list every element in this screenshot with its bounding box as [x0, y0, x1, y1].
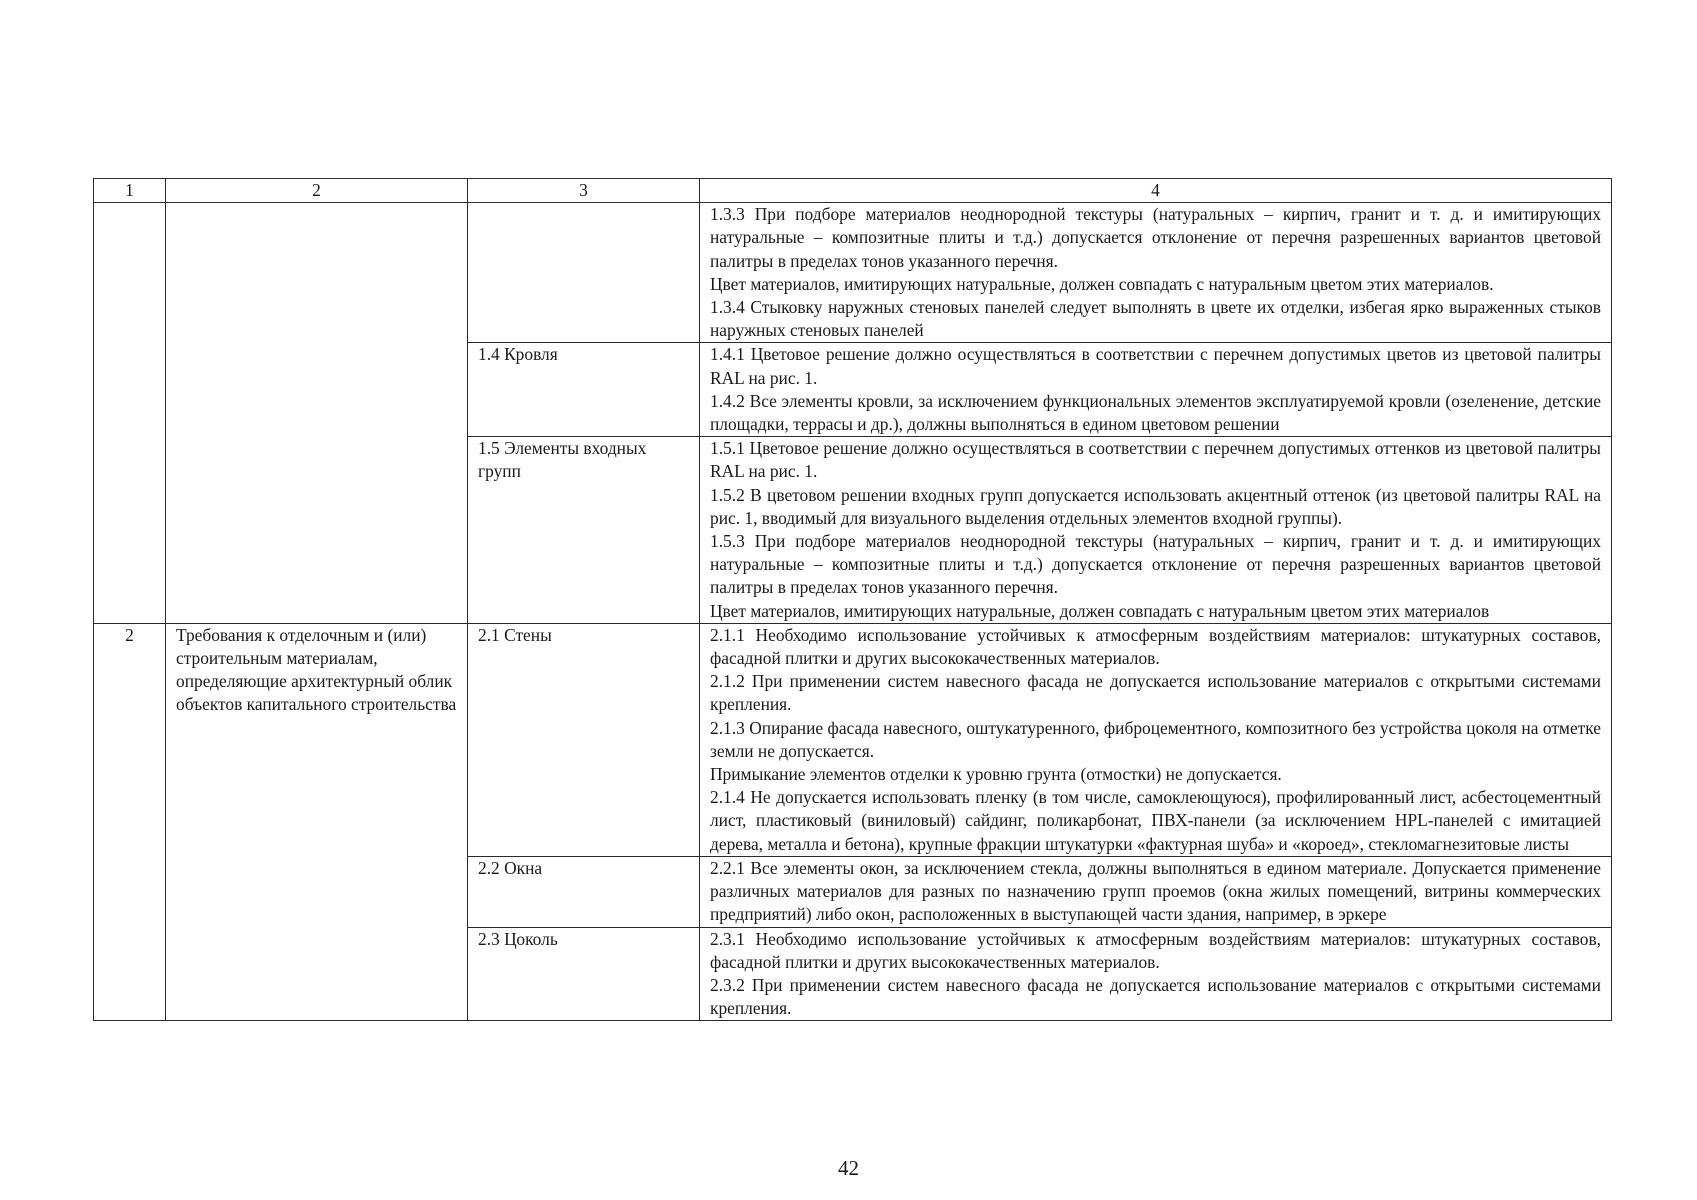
- element-cell: 2.3 Цоколь: [468, 927, 700, 1021]
- paragraph: 2.3.2 При применении систем навесного фасада не допускается использование материалов с открытыми системами крепления.: [710, 974, 1601, 1019]
- paragraph: 2.3.1 Необходимо использование устойчивых к атмосферным воздействиям материалов: штукатурных составов, фасадной плитки и других высококачественных материалов.: [710, 928, 1601, 972]
- element-cell: 1.5 Элементы входных групп: [468, 437, 700, 624]
- section-number-cell: [94, 203, 166, 624]
- paragraph: Цвет материалов, имитирующих натуральные, должен совпадать с натуральным цветом этих материалов.: [710, 273, 1494, 294]
- paragraph: 1.4.2 Все элементы кровли, за исключением функциональных элементов эксплуатируемой кровли (озеленение, детские площадки, террасы и др.), должны выполняться в едином цветовом решении: [710, 390, 1601, 435]
- requirements-table: [93, 178, 1612, 1021]
- element-cell: 1.4 Кровля: [468, 343, 700, 437]
- content-cell: [700, 856, 1612, 927]
- column-header: 4: [700, 179, 1612, 203]
- paragraph: 1.5.2 В цветовом решении входных групп допускается использовать акцентный оттенок (из цветовой палитры RAL на рис. 1, вводимый для визуального выделения отдельных элементов входной группы).: [710, 484, 1601, 528]
- element-cell: [468, 203, 700, 343]
- element-cell: 2.1 Стены: [468, 623, 700, 856]
- content-cell: [700, 343, 1612, 437]
- paragraph: 1.3.4 Стыковку наружных стеновых панелей следует выполнять в цвете их отделки, избегая ярко выраженных стыков наружных стеновых панелей: [710, 297, 1601, 341]
- paragraph: 2.1.1 Необходимо использование устойчивых к атмосферным воздействиям материалов: штукатурных составов, фасадной плитки и других высококачественных материалов.: [710, 624, 1601, 669]
- paragraph: 1.5.3 При подборе материалов неоднородной текстуры (натуральных – кирпич, гранит и т. д. и имитирующих натуральные – композитные плиты и т.д.) допускается отклонение от перечня разрешенных вариантов цветовой палитры в пределах тонов указанного перечня.: [710, 531, 1601, 598]
- content-cell: [700, 927, 1612, 1021]
- paragraph: 1.3.3 При подборе материалов неоднородной текстуры (натуральных – кирпич, гранит и т. д. и имитирующих натуральные – композитные плиты и т.д.) допускается отклонение от перечня разрешенных вариантов цветовой палитры в пределах тонов указанного перечня.: [710, 204, 1601, 271]
- column-number-row: [94, 179, 1612, 203]
- column-header: 2: [166, 179, 468, 203]
- content-cell: [700, 437, 1612, 624]
- paragraph: 2.1.2 При применении систем навесного фасада не допускается использование материалов с открытыми системами крепления.: [710, 671, 1601, 715]
- table-row: [94, 623, 1612, 856]
- paragraph: 2.1.4 Не допускается использовать пленку (в том числе, самоклеющуюся), профилированный лист, асбестоцементный лист, пластиковый (виниловый) сайдинг, поликарбонат, ПВХ-панели (за исключением HPL-панелей с имитацией дерева, металла и бетона), крупные фракции штукатурки «фактурная шуба» и «короед», стекломагнезитовые листы: [710, 787, 1601, 854]
- page-number: 42: [838, 1156, 859, 1180]
- paragraph: 1.5.1 Цветовое решение должно осуществляться в соответствии с перечнем допустимых оттенков из цветовой палитры RAL на рис. 1.: [710, 438, 1601, 482]
- paragraph: 2.1.3 Опирание фасада навесного, оштукатуренного, фиброцементного, композитного без устройства цоколя на отметке земли не допускается.: [710, 717, 1601, 761]
- content-cell: [700, 203, 1612, 343]
- paragraph: Примыкание элементов отделки к уровню грунта (отмостки) не допускается.: [710, 764, 1282, 785]
- requirement-cell: [166, 203, 468, 624]
- table-row: [94, 203, 1612, 343]
- column-header: 1: [94, 179, 166, 203]
- element-cell: 2.2 Окна: [468, 856, 700, 927]
- paragraph: 2.2.1 Все элементы окон, за исключением стекла, должны выполняться в едином материале. Допускается применение различных материалов для разных по назначению групп проемов (окна жилых помещений, витрины коммерческих предприятий) либо окон, расположенных в выступающей части здания, например, в эркере: [710, 857, 1601, 925]
- section-number-cell: 2: [94, 623, 166, 1020]
- content-cell: [700, 623, 1612, 856]
- paragraph: 1.4.1 Цветовое решение должно осуществляться в соответствии с перечнем допустимых цветов из цветовой палитры RAL на рис. 1.: [710, 344, 1601, 388]
- paragraph: Цвет материалов, имитирующих натуральные, должен совпадать с натуральным цветом этих материалов: [710, 600, 1490, 621]
- requirement-cell: Требования к отделочным и (или) строительным материалам, определяющие архитектурный облик объектов капитального строительства: [166, 623, 468, 1020]
- column-header: 3: [468, 179, 700, 203]
